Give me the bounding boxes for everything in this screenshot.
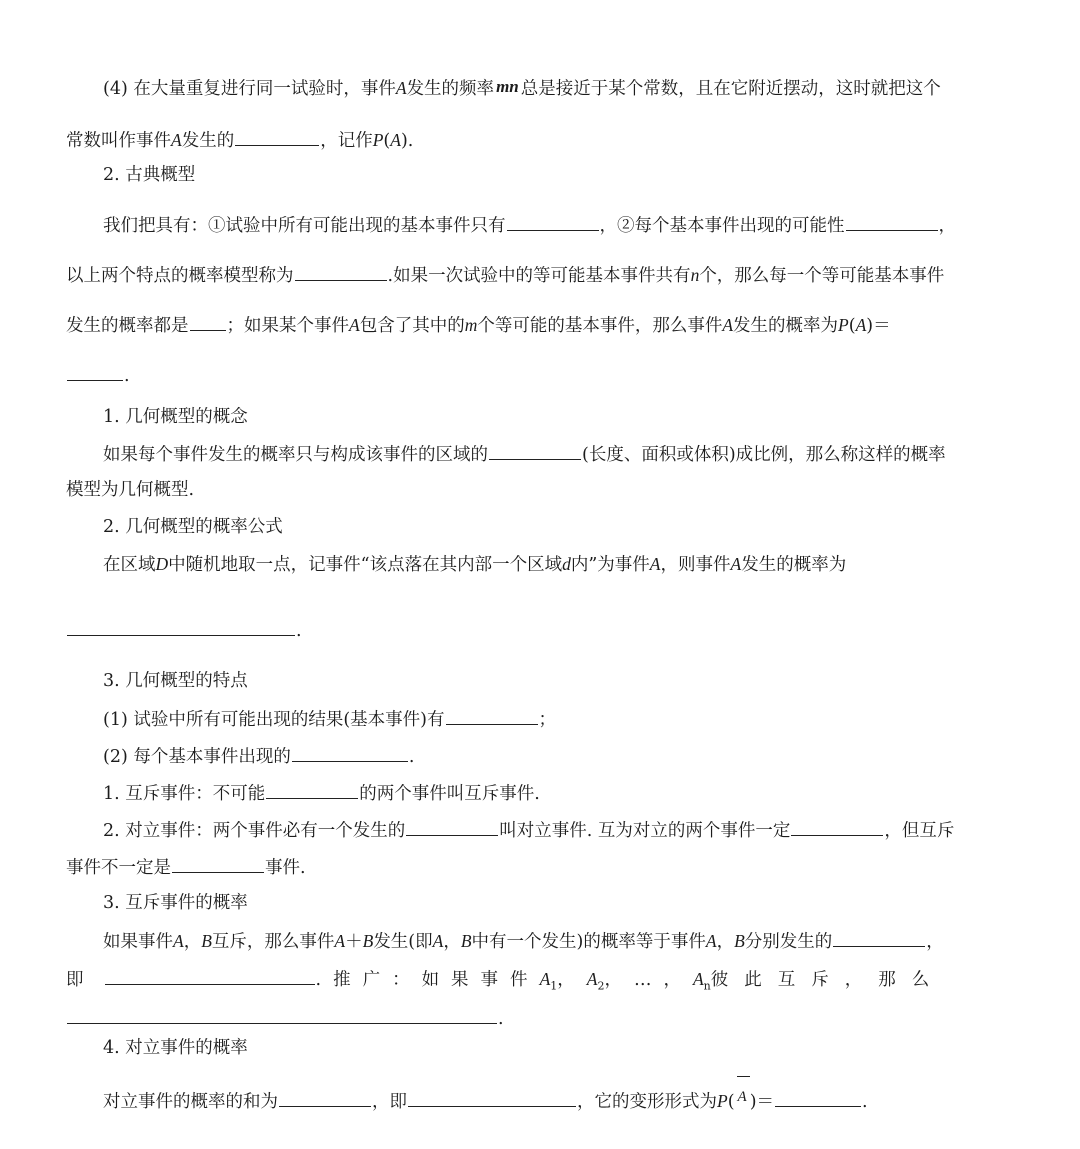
text-segment: 彼此互斥，那么: [710, 970, 946, 990]
text-segment: ，但互斥: [884, 821, 955, 841]
math-var: B: [201, 931, 212, 951]
fill-blank[interactable]: [791, 817, 883, 836]
text-segment: ，…，: [604, 970, 693, 990]
fill-blank[interactable]: [292, 743, 408, 762]
text-segment: 互斥，那么事件: [211, 932, 335, 952]
fill-blank[interactable]: [279, 1088, 371, 1107]
text-line: [0, 617, 1080, 643]
section-heading: [0, 891, 1080, 915]
text-segment: (长度、面积或体积)成比例，那么称这样的概率: [582, 445, 946, 465]
math-var: A: [692, 969, 704, 989]
text-line: [0, 1088, 1080, 1115]
math-var: A: [722, 315, 734, 335]
text-segment: 发生的: [181, 131, 235, 151]
text-segment: ，它的变形形式为: [577, 1092, 717, 1112]
fill-blank[interactable]: [446, 706, 538, 725]
text-segment: 如果事件: [103, 932, 173, 952]
text-segment: 发生的概率为: [733, 316, 839, 336]
text-line: [0, 552, 1080, 577]
text-line: [0, 743, 1080, 769]
fill-blank[interactable]: [190, 312, 226, 331]
math-var: d: [562, 554, 571, 574]
fill-blank[interactable]: [235, 127, 319, 146]
section-heading: [0, 163, 1080, 187]
fill-blank[interactable]: [507, 212, 599, 231]
subscript: 2: [597, 979, 605, 993]
text-line: [0, 127, 1080, 153]
text-segment: )＝: [866, 316, 891, 336]
subscript: 1: [550, 979, 558, 993]
text-segment: 在区域: [103, 555, 156, 575]
math-var: n: [690, 265, 700, 285]
text-segment: 包含了其中的: [359, 316, 465, 336]
math-var: A: [705, 931, 717, 951]
text-segment: ，即: [372, 1092, 407, 1112]
fill-blank[interactable]: [846, 212, 938, 231]
fill-blank[interactable]: [406, 817, 498, 836]
text-segment: 对立事件的概率的和为: [103, 1092, 278, 1112]
text-segment: 中随机地取一点，记事件“该点落在其内部一个区域: [168, 555, 563, 575]
text-segment: .: [296, 621, 302, 641]
text-line: [0, 312, 1080, 338]
math-var: A: [730, 554, 742, 574]
text-segment: 个，那么每一个等可能基本事件: [699, 266, 945, 286]
fill-blank[interactable]: [833, 928, 925, 947]
heading-text: 3. 互斥事件的概率: [103, 893, 248, 913]
math-var: A: [334, 931, 346, 951]
heading-text: 1. 几何概型的概念: [103, 407, 248, 427]
text-segment: (4) 在大量重复进行同一试验时，事件: [103, 79, 396, 99]
text-segment: ，: [183, 932, 202, 952]
text-segment: 以上两个特点的概率模型称为: [66, 266, 294, 286]
text-line: [0, 362, 1080, 388]
text-segment: 总是接近于某个常数，且在它附近摆动，这时就把这个: [520, 79, 941, 99]
text-segment: .: [408, 747, 415, 767]
text-segment: 模型为几何概型.: [66, 480, 195, 500]
text-segment: 分别发生的: [744, 932, 833, 952]
text-segment: (: [727, 1092, 735, 1112]
math-var: A: [395, 78, 407, 98]
fraction-m-over-n: [496, 77, 519, 96]
math-var: A: [432, 931, 444, 951]
fraction-denominator: n: [509, 77, 519, 96]
text-segment: 如果每个事件发生的概率只与构成该事件的区域的: [103, 445, 488, 465]
text-segment: ，: [443, 932, 461, 952]
text-segment: .: [124, 366, 130, 386]
text-segment: 2. 对立事件：两个事件必有一个发生的: [103, 821, 406, 841]
heading-text: 3. 几何概型的特点: [103, 671, 248, 691]
text-line: [0, 928, 1080, 954]
math-var: B: [362, 931, 374, 951]
text-segment: 个等可能的基本事件，那么事件: [477, 316, 723, 336]
text-segment: ，: [938, 216, 956, 236]
text-segment: ，: [557, 970, 587, 990]
text-line: [0, 1005, 1080, 1031]
text-segment: ；如果某个事件: [226, 316, 349, 336]
fill-blank[interactable]: [67, 362, 123, 381]
text-segment: ＋: [345, 932, 363, 952]
heading-text: 4. 对立事件的概率: [103, 1038, 248, 1058]
text-segment: 发生的频率: [406, 79, 495, 99]
text-segment: )＝: [749, 1092, 775, 1112]
math-var: A: [173, 931, 184, 951]
complement-a: A: [735, 1085, 750, 1109]
math-var: B: [734, 931, 745, 951]
heading-text: 2. 古典概型: [103, 165, 196, 185]
text-segment: 事件.: [265, 858, 306, 878]
math-var: B: [460, 931, 472, 951]
math-var: A: [539, 969, 551, 989]
math-var: A: [649, 554, 661, 574]
text-segment: ，: [716, 932, 735, 952]
math-var: A: [586, 969, 598, 989]
text-segment: 发生的概率为: [741, 555, 847, 575]
text-line: [0, 706, 1080, 732]
text-segment: ，: [926, 932, 944, 952]
fill-blank[interactable]: [775, 1088, 861, 1107]
text-segment: 1. 互斥事件：不可能: [103, 784, 266, 804]
text-segment: (2) 每个基本事件出现的: [103, 747, 291, 767]
text-segment: 发生(即: [373, 932, 433, 952]
fill-blank[interactable]: [489, 441, 581, 460]
fill-blank[interactable]: [67, 617, 295, 636]
math-var: A: [349, 315, 360, 335]
text-segment: 发生的概率都是: [66, 316, 189, 336]
text-segment: 内”为事件: [570, 555, 650, 575]
section-heading: [0, 515, 1080, 539]
text-segment: 事件不一定是: [66, 858, 171, 878]
fill-blank[interactable]: [172, 854, 264, 873]
section-heading: [0, 1036, 1080, 1060]
text-segment: ).: [400, 131, 414, 151]
text-segment: ，②每个基本事件出现的可能性: [599, 216, 845, 236]
text-segment: 即: [66, 970, 84, 990]
fill-blank[interactable]: [295, 262, 387, 281]
math-var: A: [171, 130, 182, 150]
math-var: P: [717, 1091, 728, 1111]
fill-blank[interactable]: [67, 1005, 497, 1024]
text-line: [0, 478, 1080, 502]
fraction-numerator: m: [496, 77, 510, 96]
text-line: [0, 966, 1080, 999]
text-line: [0, 854, 1080, 880]
text-segment: .如果一次试验中的等可能基本事件共有: [387, 266, 691, 286]
math-var: A: [855, 315, 867, 335]
text-segment: 的两个事件叫互斥事件.: [359, 784, 540, 804]
text-segment: (1) 试验中所有可能出现的结果(基本事件)有: [103, 710, 445, 730]
math-var: P: [838, 315, 849, 335]
text-segment: ，记作: [320, 131, 373, 151]
text-segment: ，则事件: [660, 555, 731, 575]
section-heading: [0, 405, 1080, 429]
text-segment: (: [848, 316, 856, 336]
text-line: [0, 262, 1080, 288]
text-segment: .: [498, 1009, 504, 1029]
math-var: m: [464, 315, 478, 335]
math-var: P: [372, 130, 384, 150]
math-var: D: [155, 554, 169, 574]
section-heading: [0, 669, 1080, 693]
fill-blank[interactable]: [266, 780, 358, 799]
text-segment: (: [383, 131, 391, 151]
text-line: [0, 441, 1080, 467]
fill-blank[interactable]: [105, 966, 315, 985]
text-segment: 我们把具有：①试验中所有可能出现的基本事件只有: [103, 216, 506, 236]
text-line: [0, 76, 1080, 101]
text-segment: 常数叫作事件: [66, 131, 171, 151]
math-var: A: [390, 130, 401, 150]
text-segment: 叫对立事件. 互为对立的两个事件一定: [499, 821, 791, 841]
text-segment: .推广：如果事件: [315, 970, 540, 990]
text-segment: ；: [538, 710, 557, 730]
text-line: [0, 817, 1080, 843]
fill-blank[interactable]: [408, 1088, 576, 1107]
text-segment: .: [862, 1092, 868, 1112]
subscript: n: [703, 979, 711, 993]
text-segment: 中有一个发生)的概率等于事件: [471, 932, 706, 952]
text-line: [0, 780, 1080, 806]
text-line: [0, 212, 1080, 238]
heading-text: 2. 几何概型的概率公式: [103, 517, 283, 537]
